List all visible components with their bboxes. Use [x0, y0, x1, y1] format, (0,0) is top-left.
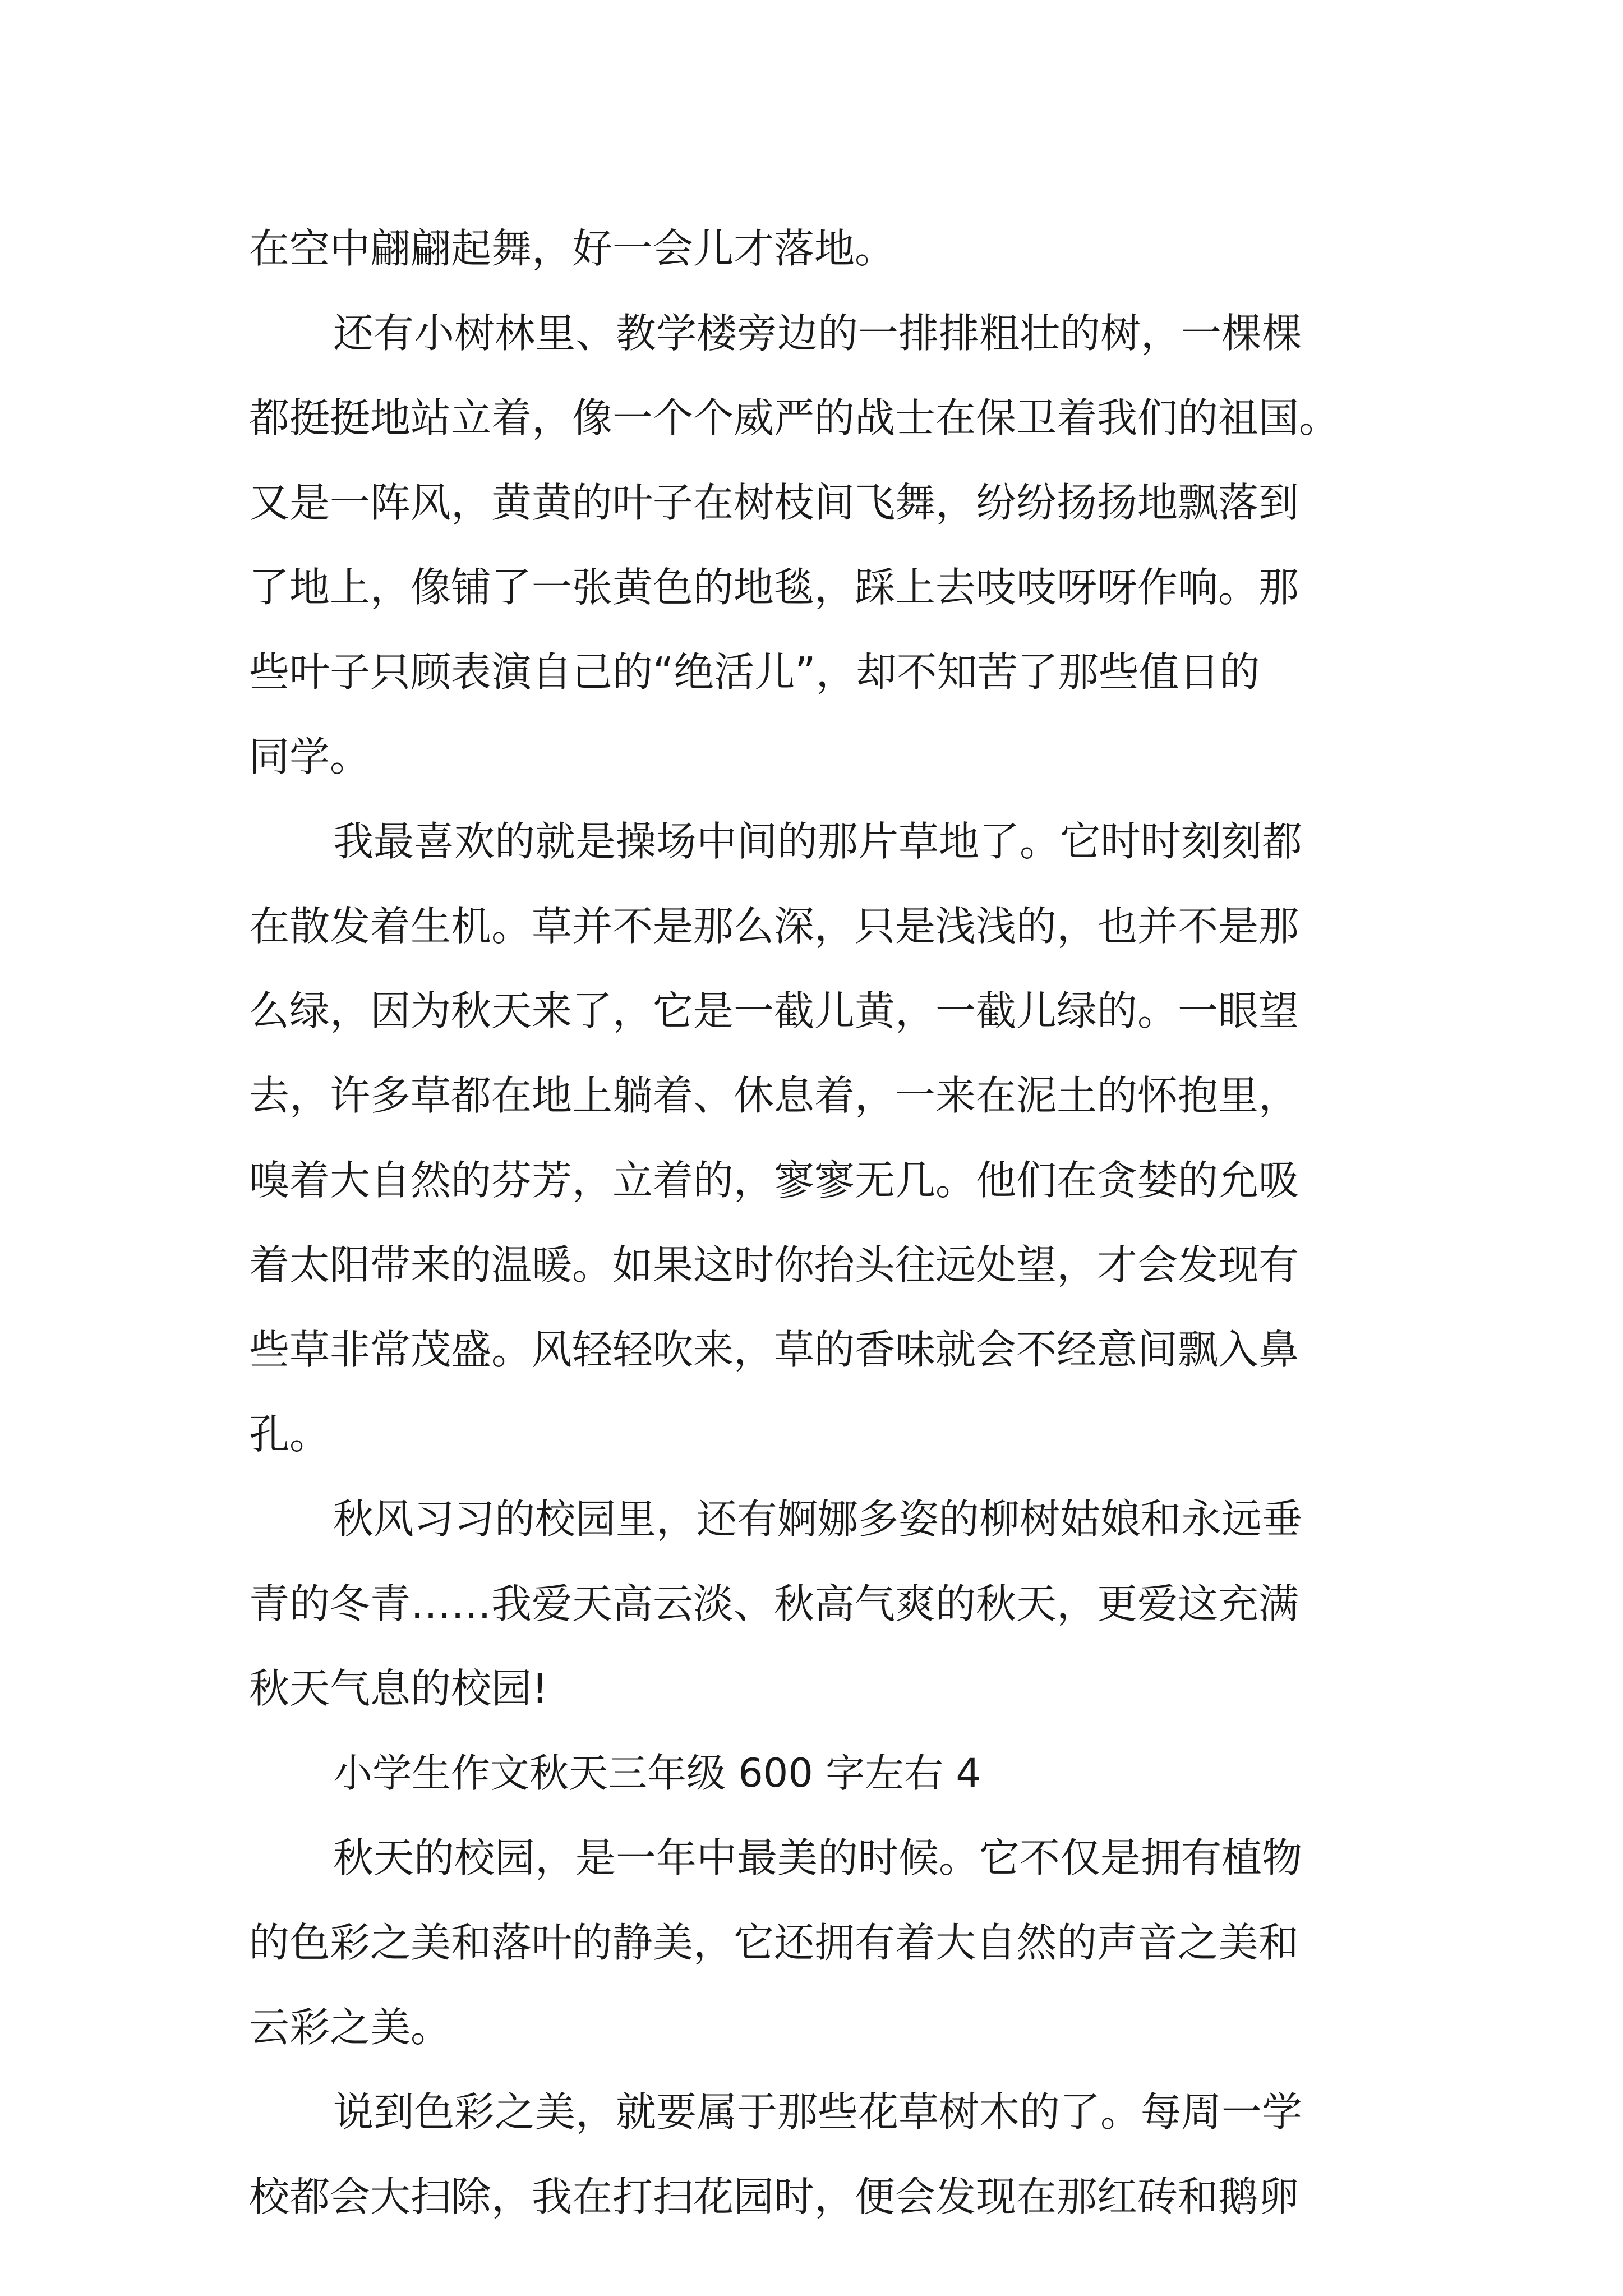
text-line: 秋天的校园，是一年中最美的时候。它不仅是拥有植物 — [333, 1834, 1303, 1881]
text-line: 些叶子只顾表演自己的“绝活儿”，却不知苦了那些值日的 — [249, 648, 1260, 696]
text-line: 嗅着大自然的芬芳，立着的，寥寥无几。他们在贪婪的允吸 — [249, 1157, 1299, 1204]
text-line: 秋天气息的校园! — [249, 1665, 548, 1712]
text-line: 么绿，因为秋天来了，它是一截儿黄，一截儿绿的。一眼望 — [249, 987, 1299, 1034]
text-line: 青的冬青……我爱天高云淡、秋高气爽的秋天，更爱这充满 — [249, 1580, 1299, 1627]
text-line: 着太阳带来的温暖。如果这时你抬头往远处望，才会发现有 — [249, 1241, 1299, 1289]
text-line: 同学。 — [249, 733, 371, 780]
text-line: 了地上，像铺了一张黄色的地毯，踩上去吱吱呀呀作响。那 — [249, 564, 1299, 611]
text-line: 些草非常茂盛。风轻轻吹来，草的香味就会不经意间飘入鼻 — [249, 1326, 1299, 1373]
text-line: 又是一阵风，黄黄的叶子在树枝间飞舞，纷纷扬扬地飘落到 — [249, 479, 1299, 526]
body-text — [249, 206, 1427, 2239]
text-line: 孔。 — [249, 1411, 330, 1458]
text-line: 说到色彩之美，就要属于那些花草树木的了。每周一学 — [333, 2088, 1303, 2136]
text-line: 都挺挺地站立着，像一个个威严的战士在保卫着我们的祖国。 — [249, 394, 1340, 441]
text-line: 在散发着生机。草并不是那么深，只是浅浅的，也并不是那 — [249, 903, 1299, 950]
text-line: 去，许多草都在地上躺着、休息着，一来在泥土的怀抱里， — [249, 1072, 1299, 1119]
section-heading: 小学生作文秋天三年级 600 字左右 4 — [333, 1750, 981, 1796]
text-line: 还有小树林里、教学楼旁边的一排排粗壮的树，一棵棵 — [333, 310, 1303, 357]
text-line: 的色彩之美和落叶的静美，它还拥有着大自然的声音之美和 — [249, 1919, 1299, 1966]
text-line: 在空中翩翩起舞，好一会儿才落地。 — [249, 225, 896, 272]
text-line: 秋风习习的校园里，还有婀娜多姿的柳树姑娘和永远垂 — [333, 1496, 1303, 1543]
text-line: 校都会大扫除，我在打扫花园时，便会发现在那红砖和鹅卵 — [249, 2173, 1299, 2220]
text-line: 我最喜欢的就是操场中间的那片草地了。它时时刻刻都 — [333, 818, 1303, 865]
text-line: 云彩之美。 — [249, 2004, 451, 2051]
